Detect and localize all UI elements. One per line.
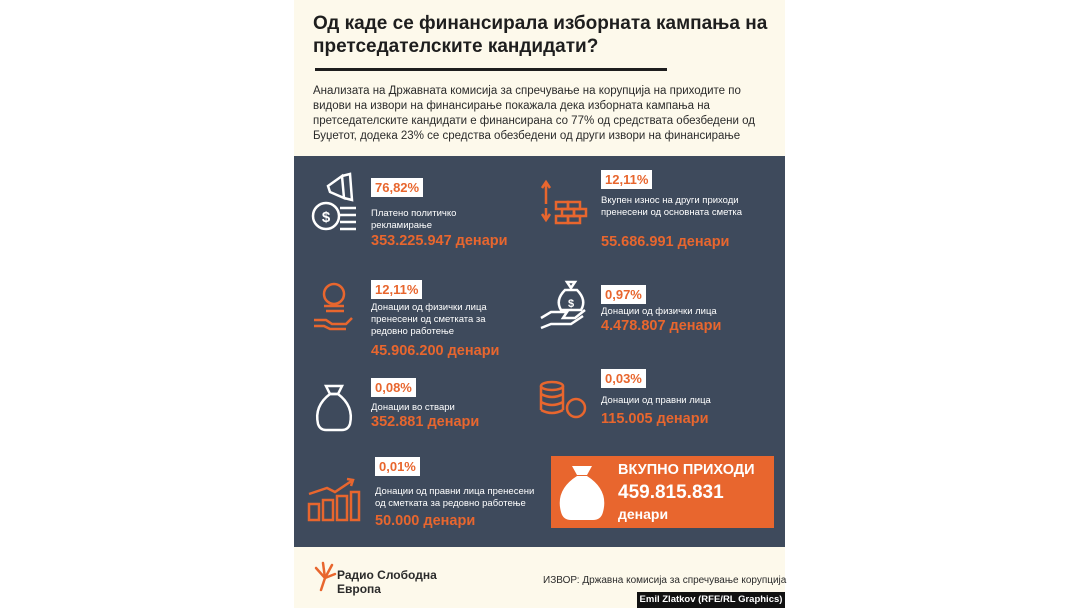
item-amount: 4.478.807 денари [601,318,722,334]
money-sack-icon [556,464,608,522]
coin-stack-icon [538,378,588,420]
item-label: Донации во ствари [371,402,455,413]
item-label: Платено политичко рекламирање [371,208,457,231]
percent-badge: 0,03% [601,369,646,388]
coin-hand-icon [310,280,356,332]
percent-badge: 76,82% [371,178,423,197]
total-label: ВКУПНО ПРИХОДИ [618,462,755,478]
item-amount: 115.005 денари [601,411,709,427]
percent-badge: 0,08% [371,378,416,397]
svg-text:$: $ [567,298,575,310]
logo-text [337,568,447,596]
percent-badge: 0,97% [601,285,646,304]
item-amount: 353.225.947 денари [371,233,508,249]
item-label: Донации од правни лица [601,395,711,406]
graphics-credit: Emil Zlatkov (RFE/RL Graphics) [637,592,785,608]
svg-text:$: $ [321,209,331,226]
logo-line-2: Европа [337,582,381,596]
infographic-title: Од каде се финансирала изборната кампања на претседателските кандидати? [313,13,768,57]
percent-badge: 0,01% [375,457,420,476]
item-label: Донации од физички лица [601,306,717,317]
item-label: Донации од физички лица пренесени од сметката за редовно работење [371,302,487,337]
percent-badge: 12,11% [371,280,422,299]
megaphone-money-icon [308,170,360,236]
item-amount: 50.000 денари [375,513,476,529]
item-amount: 352.881 денари [371,414,480,430]
money-bag-hand-icon [537,278,593,332]
growth-coins-icon [305,474,361,522]
item-amount: 55.686.991 денари [601,234,730,250]
bricks-arrows-icon [538,178,590,226]
title-divider [315,68,667,71]
percent-badge: 12,11% [601,170,652,189]
item-label: Вкупен износ на други приходи пренесени од основната сметка [601,195,743,218]
item-label: Донации од правни лица пренесени од сметката за редовно работење [375,486,535,509]
rfe-logo-icon [313,560,337,592]
item-amount: 45.906.200 денари [371,343,500,359]
sack-icon [312,382,356,434]
source-note: ИЗВОР: Државна комисија за спречување корупција [543,575,787,586]
total-value: 459.815.831 [618,482,724,503]
total-unit: денари [618,506,669,522]
intro-text: Анализата на Државната комисија за спречување на корупција на приходите по видови на извори на финансирање покажала дека изборната кампања на претседателските кандидати е финансирана со 77% од средствата обезбедени од Буџетот, додека 23% се средства обезбедени од други извори на финансирање [313,85,755,142]
logo-line-1: Радио Слободна [337,568,437,582]
